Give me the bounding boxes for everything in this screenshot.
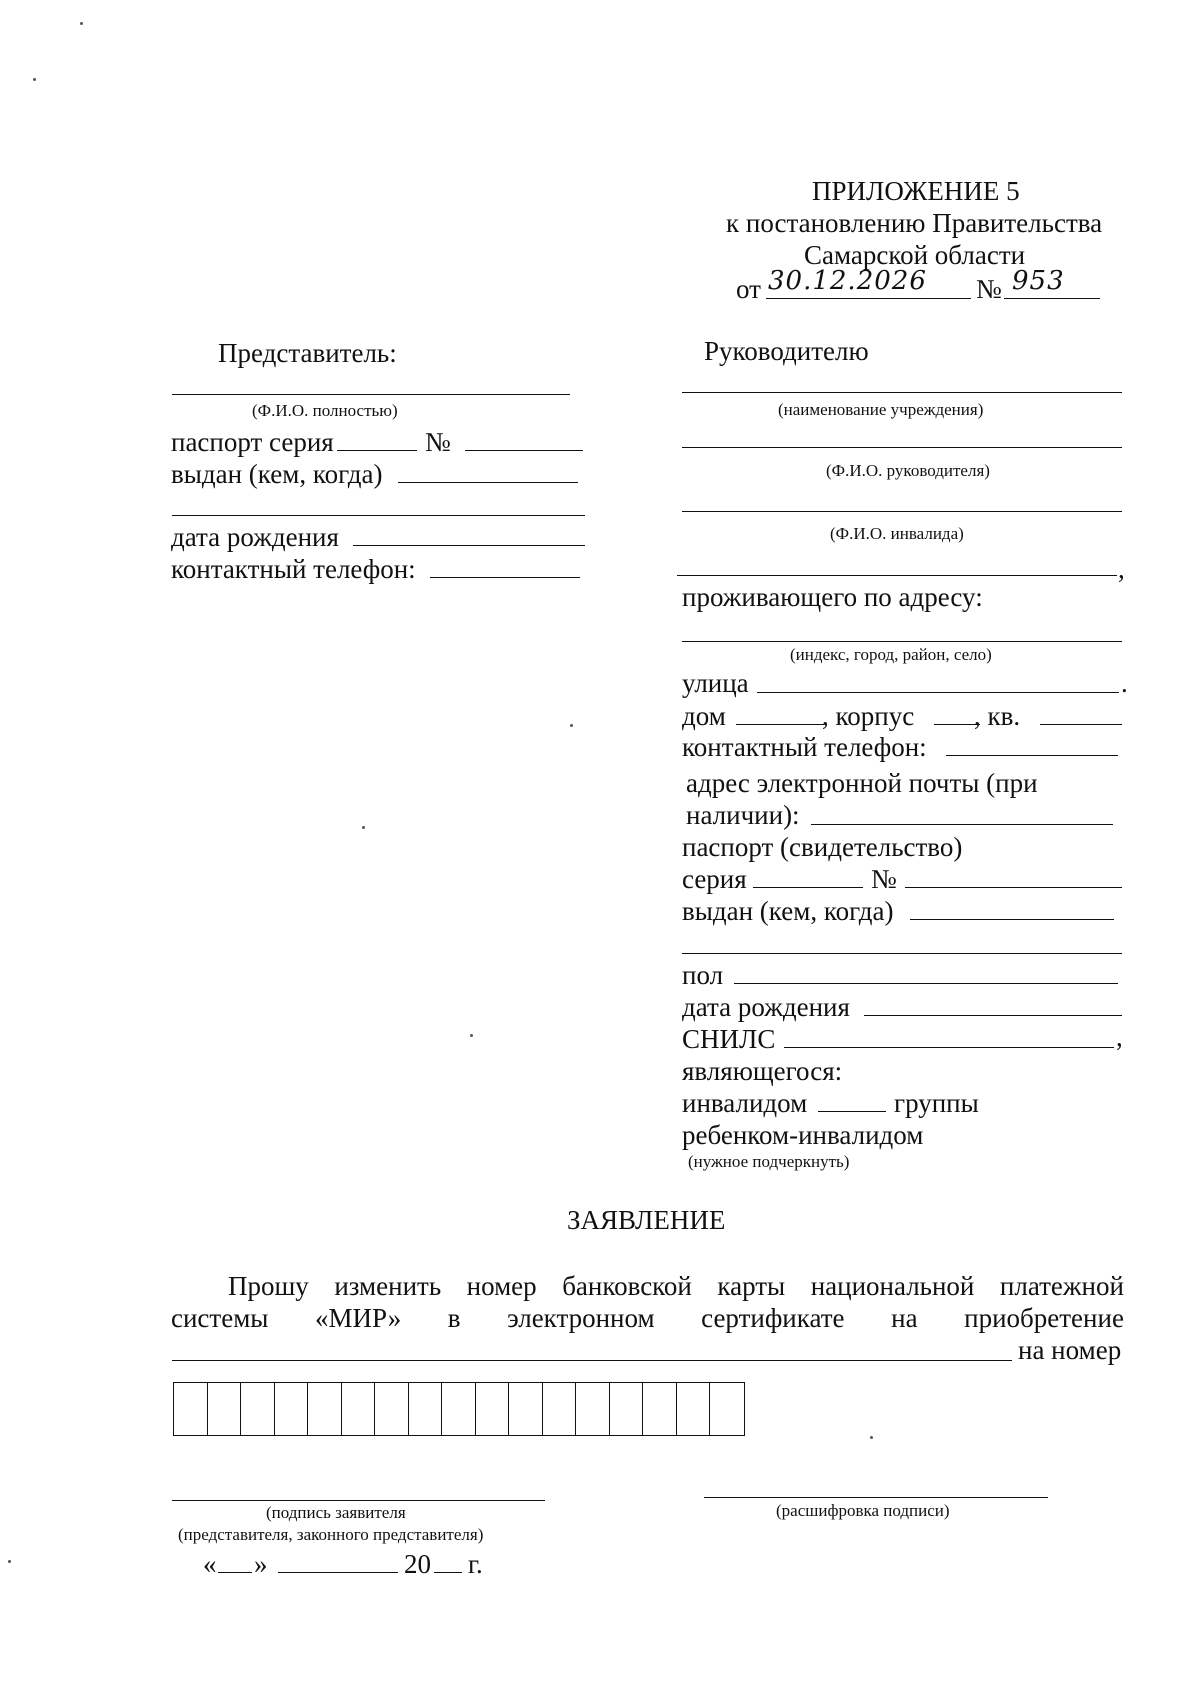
house-label: дом [682,701,726,731]
address-line [682,641,1122,642]
snils-line [784,1047,1114,1048]
card-number-cell [409,1383,443,1435]
sex-label: пол [682,960,724,990]
card-number-cell [174,1383,208,1435]
issued-label: выдан (кем, когда) [171,459,383,489]
fio-line [677,575,1117,576]
signature-hint-1: (подпись заявителя [266,1503,406,1522]
card-number-cell [442,1383,476,1435]
phone-label: контактный телефон: [171,554,416,584]
apartment-label: , кв. [974,701,1021,731]
statement-word: платежной [999,1271,1124,1301]
right-birth-date-line [864,1015,1122,1016]
card-number-label: на номер [1018,1335,1122,1365]
statement-word: «МИР» [315,1303,402,1333]
year-line [434,1572,462,1573]
purchase-item-line [172,1360,1012,1361]
passport-label: паспорт (свидетельство) [682,832,963,862]
scan-speck [80,22,83,25]
issued-line-2 [172,515,585,516]
underline-hint: (нужное подчеркнуть) [688,1152,850,1171]
statement-word: системы [171,1303,269,1333]
apartment-line [1040,724,1122,725]
card-number-cell [509,1383,543,1435]
appendix-title: ПРИЛОЖЕНИЕ 5 [812,176,1020,206]
scan-speck [870,1436,873,1439]
year-prefix: 20 [404,1549,431,1579]
decoding-hint: (расшифровка подписи) [776,1501,950,1520]
street-line [757,692,1119,693]
decoding-line [704,1497,1048,1498]
series-label: серия [682,864,747,894]
right-issued-line [910,919,1114,920]
snils-label: СНИЛС [682,1024,776,1054]
card-number-cell [476,1383,510,1435]
snils-comma: , [1116,1022,1123,1052]
residing-label: проживающего по адресу: [682,582,983,612]
scan-speck [362,826,365,829]
email-line [811,824,1113,825]
disabled-child-label: ребенком-инвалидом [682,1120,924,1150]
card-number-cell [375,1383,409,1435]
to-head-label: Руководителю [704,336,869,366]
resolution-line: к постановлению Правительства [726,208,1103,238]
right-birth-date-label: дата рождения [682,992,850,1022]
number-line [1004,298,1100,299]
card-number-cells [173,1382,745,1436]
issued-line [398,482,578,483]
card-number-cell [710,1383,744,1435]
series-line [753,887,863,888]
signature-hint-2: (представителя, законного представителя) [178,1525,484,1544]
statement-word: приобретение [964,1303,1124,1333]
statement-line-1 [228,1270,1124,1302]
email-label-2: наличии): [686,800,800,830]
scan-speck [8,1560,11,1563]
institution-line [682,392,1122,393]
signature-line [172,1500,545,1501]
group-label: группы [894,1088,979,1118]
street-dot: . [1121,668,1128,698]
birth-date-label: дата рождения [171,522,339,552]
date-label: от [736,274,761,304]
phone-line [430,577,580,578]
date-close-quote: » [254,1549,268,1579]
card-number-cell [342,1383,376,1435]
card-number-cell [543,1383,577,1435]
representative-label: Представитель: [218,338,397,368]
passport-no-label: № [425,427,451,457]
day-line [218,1572,252,1573]
being-label: являющегося: [682,1056,843,1086]
region-line: Самарской области [804,240,1026,270]
passport-no-line [465,450,583,451]
statement-word: изменить [334,1271,442,1301]
scan-speck [570,724,573,727]
right-issued-label: выдан (кем, когда) [682,896,894,926]
disabled-fio-line [682,511,1122,512]
right-phone-label: контактный телефон: [682,732,927,762]
institution-hint: (наименование учреждения) [778,400,984,419]
head-fio-line [682,447,1122,448]
passport-series-line [337,450,417,451]
statement-word: электронном [507,1303,655,1333]
scan-speck [33,78,36,81]
disabled-fio-hint: (Ф.И.О. инвалида) [830,524,964,543]
fio-comma: , [1118,554,1125,584]
number-label: № [976,274,1002,304]
disabled-label: инвалидом [682,1088,808,1118]
card-number-cell [610,1383,644,1435]
birth-date-line [353,545,585,546]
card-number-cell [275,1383,309,1435]
scan-speck [470,1034,473,1037]
handwritten-date: 30.12.2026 [768,266,927,296]
fio-hint: (Ф.И.О. полностью) [252,401,398,420]
passport-series-label: паспорт серия [171,427,334,457]
statement-word: карты [717,1271,786,1301]
building-label: , корпус [822,701,915,731]
date-line [766,298,971,299]
statement-word: банковской [562,1271,692,1301]
street-label: улица [682,668,749,698]
representative-fio-line [172,394,570,395]
address-hint: (индекс, город, район, село) [790,645,992,664]
statement-word: Прошу [228,1271,309,1301]
card-number-cell [677,1383,711,1435]
card-number-cell [208,1383,242,1435]
right-phone-line [946,755,1118,756]
month-line [278,1572,398,1573]
head-fio-hint: (Ф.И.О. руководителя) [826,461,990,480]
year-suffix: г. [468,1549,483,1579]
statement-word: сертификате [701,1303,845,1333]
card-number-cell [643,1383,677,1435]
right-issued-line-2 [682,953,1122,954]
series-no-label: № [871,864,897,894]
statement-word: в [447,1303,461,1333]
statement-title: ЗАЯВЛЕНИЕ [567,1205,726,1235]
card-number-cell [576,1383,610,1435]
card-number-cell [308,1383,342,1435]
house-line [736,724,824,725]
statement-word: национальной [810,1271,975,1301]
sex-line [734,983,1118,984]
statement-word: номер [466,1271,537,1301]
group-line [818,1111,886,1112]
date-open-quote: « [203,1549,217,1579]
series-no-line [905,887,1122,888]
statement-word: на [891,1303,918,1333]
card-number-cell [241,1383,275,1435]
email-label-1: адрес электронной почты (при [686,768,1038,798]
handwritten-number: 953 [1012,266,1065,296]
statement-line-2 [171,1302,1124,1334]
